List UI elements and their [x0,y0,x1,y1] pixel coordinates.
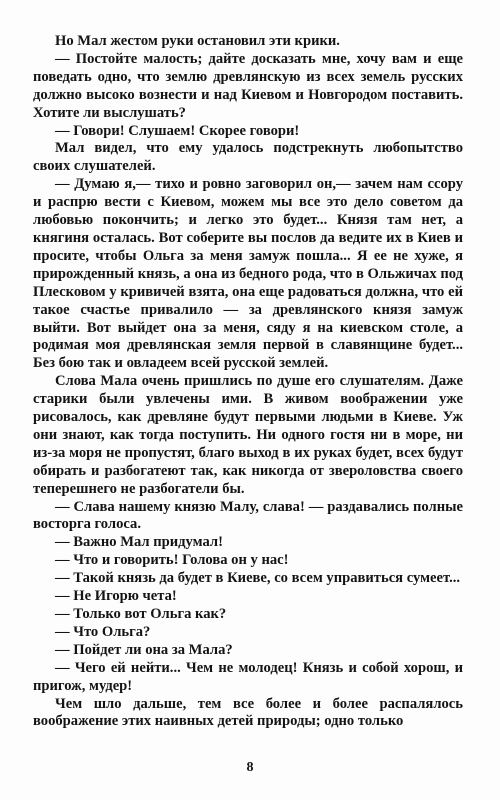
paragraph: — Что и говорить! Голова он у нас! [55,552,289,569]
page-body-text [33,33,463,731]
paragraph: — Такой князь да будет в Киеве, со всем управиться сумеет... [55,570,461,587]
paragraph: — Слава нашему князю Малу, слава! — раздавались полные восторга голоса. [33,498,463,533]
paragraph: Но Мал жестом руки остановил эти крики. [55,33,340,49]
paragraph: — Чего ей нейти... Чем не молодец! Князь и собой хорош, и пригож, мудер! [33,659,463,694]
page-number: 8 [246,760,254,775]
paragraph: Слова Мала очень пришлись по душе его слушателям. Даже старики были увлечены ими. В живом воображении уже рисовалось, как древляне будут первыми людьми в Киеве. Уж они знают, как тогда поступить. Ни одного гостя ни в море, ни из-за моря не пропустят, благо выход в их руках будет, всех будут обирать и разбогатеют так, как никогда от звероловства своего теперешнего не разбогатели бы. [33,373,463,497]
paragraph: — Не Игорю чета! [55,588,177,605]
paragraph: Мал видел, что ему удалось подстрекнуть любопытство своих слушателей. [33,140,463,175]
paragraph: — Думаю я,— тихо и ровно заговорил он,— зачем нам ссору и распрю вести с Киевом, можем мы все это дело советом да любовью покончить; и легко это будет... Князя там нет, а княгиня осталась. Вот соберите вы послов да ведите их в Киев и просите, чтобы Ольга за меня замуж пошла... Я ее не хуже, я прирожденный князь, а она из бедного рода, что в Ольжичах под Плесковом у кривичей взята, она еще радоваться должна, что ей такое счастье привалило — за древлянского князя замуж выйти. Вот выйдет она за меня, сяду я на киевском столе, а родимая моя древлянская земля первой в славянщине будет... Без бою так и овладеем всей русской землей. [33,176,463,372]
paragraph: — Только вот Ольга как? [55,606,227,622]
paragraph: — Важно Мал придумал! [55,534,223,551]
paragraph: — Пойдет ли она за Мала? [55,641,233,658]
paragraph: — Постойте малость; дайте досказать мне, хочу вам и еще поведать одно, что землю древлянскую из всех земель русских должно высоко вознести и над Киевом и Новгородом поставить. Хотите ли выслушать? [33,50,463,121]
paragraph: Чем шло дальше, тем все более и более распалялось воображение этих наивных детей природы; одно только [33,695,463,730]
paragraph: — Что Ольга? [55,623,151,640]
paragraph: — Говори! Слушаем! Скорее говори! [55,122,300,139]
